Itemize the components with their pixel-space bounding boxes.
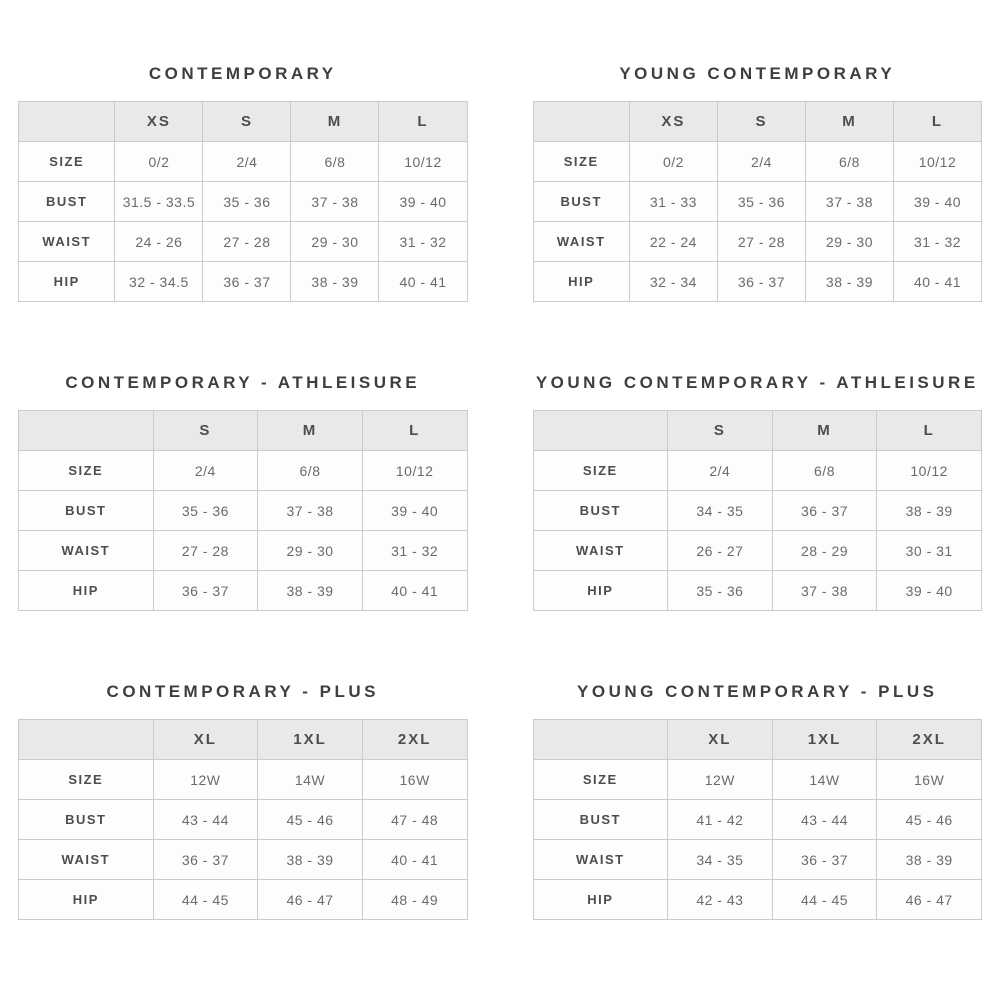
size-value-cell: 40 - 41 xyxy=(893,262,981,302)
size-value-cell: 0/2 xyxy=(115,142,203,182)
header-row xyxy=(19,720,468,760)
row-label-waist: WAIST xyxy=(19,531,154,571)
size-value-cell: 0/2 xyxy=(629,142,717,182)
row-label-waist: WAIST xyxy=(19,840,154,880)
table-row-size xyxy=(19,142,468,182)
size-value-cell: 44 - 45 xyxy=(772,880,877,920)
column-header-m: M xyxy=(258,411,363,451)
size-table xyxy=(18,719,468,920)
table-row-size xyxy=(533,142,982,182)
size-value-cell: 45 - 46 xyxy=(258,800,363,840)
size-value-cell: 10/12 xyxy=(379,142,467,182)
size-value-cell: 6/8 xyxy=(772,451,877,491)
table-row-bust xyxy=(533,800,982,840)
table-row-waist xyxy=(533,222,982,262)
size-value-cell: 26 - 27 xyxy=(668,531,773,571)
corner-cell xyxy=(19,411,154,451)
header-row xyxy=(533,720,982,760)
size-chart-young-contemporary xyxy=(533,64,983,302)
size-value-cell: 27 - 28 xyxy=(153,531,258,571)
size-value-cell: 10/12 xyxy=(362,451,467,491)
size-chart-contemporary-athleisure xyxy=(18,373,468,611)
size-value-cell: 29 - 30 xyxy=(805,222,893,262)
column-header-l: L xyxy=(893,102,981,142)
size-value-cell: 43 - 44 xyxy=(772,800,877,840)
table-row-bust xyxy=(533,182,982,222)
row-label-bust: BUST xyxy=(19,491,154,531)
size-value-cell: 36 - 37 xyxy=(153,840,258,880)
size-value-cell: 6/8 xyxy=(291,142,379,182)
table-row-hip xyxy=(533,571,982,611)
size-value-cell: 39 - 40 xyxy=(379,182,467,222)
size-chart-contemporary xyxy=(18,64,468,302)
column-header-xs: XS xyxy=(629,102,717,142)
size-value-cell: 27 - 28 xyxy=(717,222,805,262)
size-value-cell: 2/4 xyxy=(203,142,291,182)
column-header-s: S xyxy=(153,411,258,451)
row-label-waist: WAIST xyxy=(533,222,629,262)
table-row-waist xyxy=(19,531,468,571)
table-row-waist xyxy=(533,840,982,880)
size-value-cell: 34 - 35 xyxy=(668,491,773,531)
size-value-cell: 12W xyxy=(153,760,258,800)
size-value-cell: 2/4 xyxy=(153,451,258,491)
size-value-cell: 14W xyxy=(772,760,877,800)
table-row-bust xyxy=(19,182,468,222)
size-value-cell: 37 - 38 xyxy=(291,182,379,222)
row-label-size: SIZE xyxy=(19,760,154,800)
row-label-bust: BUST xyxy=(533,182,629,222)
row-label-bust: BUST xyxy=(19,182,115,222)
row-label-waist: WAIST xyxy=(533,840,668,880)
size-value-cell: 39 - 40 xyxy=(362,491,467,531)
corner-cell xyxy=(533,102,629,142)
size-value-cell: 40 - 41 xyxy=(362,840,467,880)
table-row-bust xyxy=(533,491,982,531)
column-header-1xl: 1XL xyxy=(258,720,363,760)
table-row-bust xyxy=(19,800,468,840)
column-header-2xl: 2XL xyxy=(362,720,467,760)
size-value-cell: 46 - 47 xyxy=(258,880,363,920)
size-value-cell: 38 - 39 xyxy=(258,840,363,880)
size-chart-young-contemporary-athleisure xyxy=(533,373,983,611)
size-value-cell: 27 - 28 xyxy=(203,222,291,262)
size-value-cell: 37 - 38 xyxy=(805,182,893,222)
column-header-m: M xyxy=(772,411,877,451)
size-table xyxy=(18,101,468,302)
corner-cell xyxy=(19,102,115,142)
column-header-s: S xyxy=(668,411,773,451)
size-value-cell: 6/8 xyxy=(258,451,363,491)
header-row xyxy=(19,411,468,451)
chart-title: CONTEMPORARY - PLUS xyxy=(106,682,379,701)
size-value-cell: 31 - 32 xyxy=(362,531,467,571)
size-value-cell: 10/12 xyxy=(893,142,981,182)
column-header-l: L xyxy=(877,411,982,451)
size-value-cell: 37 - 38 xyxy=(258,491,363,531)
size-value-cell: 36 - 37 xyxy=(772,491,877,531)
size-value-cell: 28 - 29 xyxy=(772,531,877,571)
column-header-1xl: 1XL xyxy=(772,720,877,760)
size-value-cell: 40 - 41 xyxy=(379,262,467,302)
row-label-bust: BUST xyxy=(533,800,668,840)
table-row-size xyxy=(19,760,468,800)
column-header-xl: XL xyxy=(153,720,258,760)
size-chart-contemporary-plus xyxy=(18,682,468,920)
size-value-cell: 36 - 37 xyxy=(153,571,258,611)
row-label-hip: HIP xyxy=(533,880,668,920)
row-label-hip: HIP xyxy=(19,880,154,920)
column-header-l: L xyxy=(362,411,467,451)
table-row-bust xyxy=(19,491,468,531)
size-value-cell: 10/12 xyxy=(877,451,982,491)
table-row-hip xyxy=(19,880,468,920)
size-value-cell: 24 - 26 xyxy=(115,222,203,262)
size-value-cell: 48 - 49 xyxy=(362,880,467,920)
column-header-l: L xyxy=(379,102,467,142)
size-value-cell: 38 - 39 xyxy=(291,262,379,302)
size-value-cell: 2/4 xyxy=(717,142,805,182)
size-value-cell: 45 - 46 xyxy=(877,800,982,840)
row-label-size: SIZE xyxy=(533,760,668,800)
size-value-cell: 35 - 36 xyxy=(203,182,291,222)
size-value-cell: 40 - 41 xyxy=(362,571,467,611)
size-table xyxy=(533,101,983,302)
column-header-m: M xyxy=(291,102,379,142)
row-label-size: SIZE xyxy=(19,142,115,182)
chart-title: YOUNG CONTEMPORARY xyxy=(619,64,896,83)
size-value-cell: 32 - 34.5 xyxy=(115,262,203,302)
size-value-cell: 2/4 xyxy=(668,451,773,491)
row-label-bust: BUST xyxy=(19,800,154,840)
column-header-s: S xyxy=(717,102,805,142)
size-value-cell: 39 - 40 xyxy=(877,571,982,611)
table-row-size xyxy=(533,451,982,491)
size-value-cell: 36 - 37 xyxy=(203,262,291,302)
table-row-waist xyxy=(19,840,468,880)
corner-cell xyxy=(533,720,668,760)
size-value-cell: 38 - 39 xyxy=(877,840,982,880)
corner-cell xyxy=(533,411,668,451)
size-value-cell: 46 - 47 xyxy=(877,880,982,920)
table-row-waist xyxy=(533,531,982,571)
size-value-cell: 16W xyxy=(362,760,467,800)
size-value-cell: 47 - 48 xyxy=(362,800,467,840)
size-value-cell: 31 - 33 xyxy=(629,182,717,222)
size-value-cell: 35 - 36 xyxy=(668,571,773,611)
table-row-size xyxy=(533,760,982,800)
size-value-cell: 38 - 39 xyxy=(258,571,363,611)
size-value-cell: 43 - 44 xyxy=(153,800,258,840)
row-label-size: SIZE xyxy=(19,451,154,491)
row-label-hip: HIP xyxy=(19,571,154,611)
table-row-hip xyxy=(533,262,982,302)
table-row-hip xyxy=(19,262,468,302)
size-table xyxy=(533,410,983,611)
column-header-m: M xyxy=(805,102,893,142)
size-value-cell: 31.5 - 33.5 xyxy=(115,182,203,222)
chart-title: CONTEMPORARY xyxy=(148,64,337,83)
row-label-hip: HIP xyxy=(19,262,115,302)
size-value-cell: 44 - 45 xyxy=(153,880,258,920)
size-value-cell: 12W xyxy=(668,760,773,800)
table-row-size xyxy=(19,451,468,491)
row-label-hip: HIP xyxy=(533,262,629,302)
table-row-waist xyxy=(19,222,468,262)
size-value-cell: 22 - 24 xyxy=(629,222,717,262)
corner-cell xyxy=(19,720,154,760)
row-label-waist: WAIST xyxy=(19,222,115,262)
header-row xyxy=(533,411,982,451)
chart-title: YOUNG CONTEMPORARY - ATHLEISURE xyxy=(535,373,979,392)
table-row-hip xyxy=(19,571,468,611)
size-value-cell: 38 - 39 xyxy=(877,491,982,531)
row-label-size: SIZE xyxy=(533,142,629,182)
size-value-cell: 36 - 37 xyxy=(772,840,877,880)
size-table xyxy=(18,410,468,611)
size-value-cell: 35 - 36 xyxy=(717,182,805,222)
size-value-cell: 30 - 31 xyxy=(877,531,982,571)
column-header-xs: XS xyxy=(115,102,203,142)
column-header-xl: XL xyxy=(668,720,773,760)
size-value-cell: 37 - 38 xyxy=(772,571,877,611)
size-value-cell: 31 - 32 xyxy=(893,222,981,262)
row-label-hip: HIP xyxy=(533,571,668,611)
header-row xyxy=(19,102,468,142)
size-value-cell: 41 - 42 xyxy=(668,800,773,840)
size-chart-young-contemporary-plus xyxy=(533,682,983,920)
size-value-cell: 31 - 32 xyxy=(379,222,467,262)
table-row-hip xyxy=(533,880,982,920)
column-header-s: S xyxy=(203,102,291,142)
size-value-cell: 42 - 43 xyxy=(668,880,773,920)
size-value-cell: 36 - 37 xyxy=(717,262,805,302)
size-value-cell: 29 - 30 xyxy=(258,531,363,571)
size-value-cell: 35 - 36 xyxy=(153,491,258,531)
row-label-size: SIZE xyxy=(533,451,668,491)
size-value-cell: 32 - 34 xyxy=(629,262,717,302)
size-value-cell: 14W xyxy=(258,760,363,800)
header-row xyxy=(533,102,982,142)
size-table xyxy=(533,719,983,920)
size-value-cell: 38 - 39 xyxy=(805,262,893,302)
row-label-waist: WAIST xyxy=(533,531,668,571)
size-value-cell: 39 - 40 xyxy=(893,182,981,222)
chart-title: CONTEMPORARY - ATHLEISURE xyxy=(65,373,421,392)
size-value-cell: 6/8 xyxy=(805,142,893,182)
chart-title: YOUNG CONTEMPORARY - PLUS xyxy=(577,682,938,701)
size-value-cell: 34 - 35 xyxy=(668,840,773,880)
size-value-cell: 29 - 30 xyxy=(291,222,379,262)
row-label-bust: BUST xyxy=(533,491,668,531)
size-value-cell: 16W xyxy=(877,760,982,800)
column-header-2xl: 2XL xyxy=(877,720,982,760)
